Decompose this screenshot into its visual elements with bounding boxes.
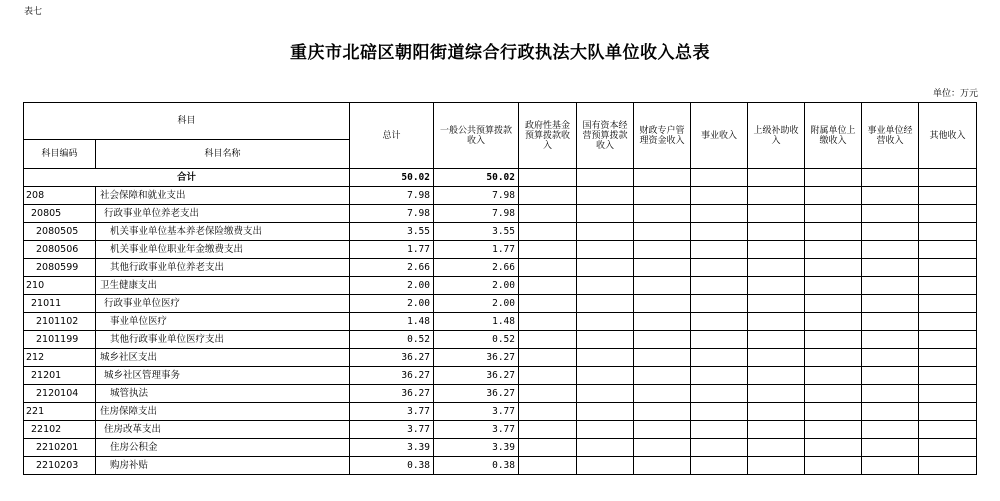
empty-cell bbox=[919, 421, 977, 439]
empty-cell bbox=[862, 277, 919, 295]
total-amount: 0.52 bbox=[350, 331, 434, 349]
empty-cell bbox=[805, 295, 862, 313]
empty-cell bbox=[748, 367, 805, 385]
empty-cell bbox=[805, 349, 862, 367]
empty-cell bbox=[634, 259, 691, 277]
header-business-income: 事业收入 bbox=[691, 103, 748, 169]
empty-cell bbox=[862, 205, 919, 223]
empty-cell bbox=[634, 187, 691, 205]
empty-cell bbox=[519, 367, 577, 385]
empty-cell bbox=[634, 367, 691, 385]
header-total: 总计 bbox=[350, 103, 434, 169]
empty-cell bbox=[519, 403, 577, 421]
empty-cell bbox=[919, 457, 977, 475]
subject-code: 2080599 bbox=[24, 259, 96, 277]
empty-cell bbox=[919, 205, 977, 223]
empty-cell bbox=[691, 205, 748, 223]
empty-cell bbox=[519, 241, 577, 259]
header-fiscal-special: 财政专户管理资金收入 bbox=[634, 103, 691, 169]
empty-cell bbox=[519, 259, 577, 277]
empty-cell bbox=[691, 277, 748, 295]
empty-cell bbox=[577, 259, 634, 277]
empty-cell bbox=[519, 331, 577, 349]
empty-cell bbox=[691, 241, 748, 259]
general-budget-amount: 2.00 bbox=[434, 277, 519, 295]
empty-cell bbox=[748, 385, 805, 403]
empty-cell bbox=[919, 313, 977, 331]
table-row bbox=[24, 331, 977, 349]
subject-code: 2080506 bbox=[24, 241, 96, 259]
empty-cell bbox=[519, 277, 577, 295]
empty-cell bbox=[805, 457, 862, 475]
general-budget-amount: 2.66 bbox=[434, 259, 519, 277]
empty-cell bbox=[748, 205, 805, 223]
general-budget-amount: 1.48 bbox=[434, 313, 519, 331]
table-row bbox=[24, 241, 977, 259]
empty-cell bbox=[691, 439, 748, 457]
empty-cell bbox=[577, 385, 634, 403]
subject-name: 其他行政事业单位养老支出 bbox=[96, 259, 350, 277]
empty-cell bbox=[519, 457, 577, 475]
empty-cell bbox=[634, 223, 691, 241]
empty-cell bbox=[919, 259, 977, 277]
empty-cell bbox=[634, 205, 691, 223]
general-budget-amount: 36.27 bbox=[434, 385, 519, 403]
empty-cell bbox=[862, 187, 919, 205]
empty-cell bbox=[691, 457, 748, 475]
empty-cell bbox=[691, 259, 748, 277]
empty-cell bbox=[748, 349, 805, 367]
empty-cell bbox=[691, 223, 748, 241]
empty-cell bbox=[634, 439, 691, 457]
empty-cell bbox=[748, 439, 805, 457]
empty-cell bbox=[862, 313, 919, 331]
empty-cell bbox=[748, 277, 805, 295]
total-general-budget: 50.02 bbox=[434, 169, 519, 187]
table-row bbox=[24, 313, 977, 331]
general-budget-amount: 3.39 bbox=[434, 439, 519, 457]
empty-cell bbox=[519, 187, 577, 205]
subject-code: 2210203 bbox=[24, 457, 96, 475]
empty-cell bbox=[577, 313, 634, 331]
empty-cell bbox=[577, 331, 634, 349]
subject-name: 住房改革支出 bbox=[96, 421, 350, 439]
empty-cell bbox=[748, 259, 805, 277]
subject-name: 社会保障和就业支出 bbox=[96, 187, 350, 205]
total-amount: 1.48 bbox=[350, 313, 434, 331]
subject-code: 22102 bbox=[24, 421, 96, 439]
table-row bbox=[24, 259, 977, 277]
empty-cell bbox=[862, 223, 919, 241]
empty-cell bbox=[862, 295, 919, 313]
empty-cell bbox=[862, 367, 919, 385]
total-amount: 3.39 bbox=[350, 439, 434, 457]
empty-cell bbox=[805, 385, 862, 403]
subject-code: 2080505 bbox=[24, 223, 96, 241]
empty-cell bbox=[634, 277, 691, 295]
empty-cell bbox=[748, 241, 805, 259]
empty-cell bbox=[634, 295, 691, 313]
general-budget-amount: 3.77 bbox=[434, 421, 519, 439]
empty-cell bbox=[862, 403, 919, 421]
total-amount: 36.27 bbox=[350, 367, 434, 385]
empty-cell bbox=[862, 349, 919, 367]
empty-cell bbox=[577, 439, 634, 457]
empty-cell bbox=[805, 439, 862, 457]
empty-cell bbox=[577, 295, 634, 313]
header-subject: 科目 bbox=[24, 103, 350, 140]
empty-cell bbox=[862, 331, 919, 349]
empty-cell bbox=[577, 241, 634, 259]
subject-name: 事业单位医疗 bbox=[96, 313, 350, 331]
document-label: 表七 bbox=[24, 7, 43, 17]
empty-cell bbox=[748, 223, 805, 241]
table-row bbox=[24, 187, 977, 205]
empty-cell bbox=[748, 187, 805, 205]
total-amount: 50.02 bbox=[350, 169, 434, 187]
empty-cell bbox=[919, 223, 977, 241]
empty-cell bbox=[691, 421, 748, 439]
total-amount: 7.98 bbox=[350, 187, 434, 205]
header-code: 科目编码 bbox=[24, 140, 96, 169]
subject-code: 208 bbox=[24, 187, 96, 205]
subject-name: 机关事业单位基本养老保险缴费支出 bbox=[96, 223, 350, 241]
header-other-income: 其他收入 bbox=[919, 103, 977, 169]
empty-cell bbox=[577, 205, 634, 223]
total-amount: 36.27 bbox=[350, 385, 434, 403]
table-row bbox=[24, 457, 977, 475]
empty-cell bbox=[691, 385, 748, 403]
empty-cell bbox=[862, 241, 919, 259]
subject-code: 2210201 bbox=[24, 439, 96, 457]
header-affiliated-turnover: 附属单位上缴收入 bbox=[805, 103, 862, 169]
empty-cell bbox=[805, 277, 862, 295]
total-amount: 2.00 bbox=[350, 295, 434, 313]
general-budget-amount: 1.77 bbox=[434, 241, 519, 259]
empty-cell bbox=[634, 457, 691, 475]
empty-cell bbox=[691, 187, 748, 205]
empty-cell bbox=[862, 439, 919, 457]
empty-cell bbox=[805, 187, 862, 205]
table-row bbox=[24, 277, 977, 295]
general-budget-amount: 7.98 bbox=[434, 205, 519, 223]
total-amount: 7.98 bbox=[350, 205, 434, 223]
empty-cell bbox=[919, 295, 977, 313]
table-row bbox=[24, 205, 977, 223]
empty-cell bbox=[634, 241, 691, 259]
subject-name: 卫生健康支出 bbox=[96, 277, 350, 295]
empty-cell bbox=[748, 457, 805, 475]
empty-cell bbox=[691, 313, 748, 331]
unit-label: 单位：万元 bbox=[932, 89, 978, 99]
subject-name: 住房公积金 bbox=[96, 439, 350, 457]
total-amount: 3.77 bbox=[350, 421, 434, 439]
table-row bbox=[24, 439, 977, 457]
empty-cell bbox=[805, 331, 862, 349]
subject-name: 住房保障支出 bbox=[96, 403, 350, 421]
total-amount: 3.77 bbox=[350, 403, 434, 421]
subject-name: 行政事业单位养老支出 bbox=[96, 205, 350, 223]
empty-cell bbox=[805, 241, 862, 259]
empty-cell bbox=[519, 295, 577, 313]
empty-cell bbox=[805, 223, 862, 241]
page-title: 重庆市北碚区朝阳街道综合行政执法大队单位收入总表 bbox=[290, 43, 710, 63]
general-budget-amount: 3.77 bbox=[434, 403, 519, 421]
header-gov-fund: 政府性基金预算拨款收入 bbox=[519, 103, 577, 169]
header-superior-subsidy: 上级补助收入 bbox=[748, 103, 805, 169]
total-amount: 3.55 bbox=[350, 223, 434, 241]
empty-cell bbox=[748, 313, 805, 331]
empty-cell bbox=[691, 295, 748, 313]
empty-cell bbox=[805, 403, 862, 421]
subject-name: 购房补贴 bbox=[96, 457, 350, 475]
total-amount: 2.66 bbox=[350, 259, 434, 277]
general-budget-amount: 7.98 bbox=[434, 187, 519, 205]
empty-cell bbox=[862, 259, 919, 277]
total-row bbox=[24, 169, 977, 187]
subject-name: 其他行政事业单位医疗支出 bbox=[96, 331, 350, 349]
header-general-budget: 一般公共预算拨款收入 bbox=[434, 103, 519, 169]
subject-name: 城管执法 bbox=[96, 385, 350, 403]
general-budget-amount: 36.27 bbox=[434, 349, 519, 367]
empty-cell bbox=[634, 331, 691, 349]
empty-cell bbox=[805, 367, 862, 385]
empty-cell bbox=[577, 367, 634, 385]
empty-cell bbox=[919, 349, 977, 367]
table-row bbox=[24, 421, 977, 439]
empty-cell bbox=[805, 313, 862, 331]
subject-code: 2101102 bbox=[24, 313, 96, 331]
empty-cell bbox=[634, 421, 691, 439]
empty-cell bbox=[577, 457, 634, 475]
empty-cell bbox=[519, 313, 577, 331]
empty-cell bbox=[919, 331, 977, 349]
table-row bbox=[24, 349, 977, 367]
empty-cell bbox=[691, 349, 748, 367]
total-amount: 2.00 bbox=[350, 277, 434, 295]
empty-cell bbox=[577, 277, 634, 295]
empty-cell bbox=[519, 421, 577, 439]
subject-name: 城乡社区支出 bbox=[96, 349, 350, 367]
empty-cell bbox=[748, 421, 805, 439]
empty-cell bbox=[634, 349, 691, 367]
empty-cell bbox=[519, 205, 577, 223]
empty-cell bbox=[691, 403, 748, 421]
empty-cell bbox=[519, 223, 577, 241]
subject-name: 机关事业单位职业年金缴费支出 bbox=[96, 241, 350, 259]
empty-cell bbox=[634, 385, 691, 403]
empty-cell bbox=[748, 403, 805, 421]
total-amount: 0.38 bbox=[350, 457, 434, 475]
header-name: 科目名称 bbox=[96, 140, 350, 169]
general-budget-amount: 36.27 bbox=[434, 367, 519, 385]
total-label: 合计 bbox=[24, 169, 350, 187]
subject-code: 2101199 bbox=[24, 331, 96, 349]
empty-cell bbox=[919, 403, 977, 421]
empty-cell bbox=[577, 187, 634, 205]
empty-cell bbox=[519, 349, 577, 367]
empty-cell bbox=[577, 421, 634, 439]
table-row bbox=[24, 403, 977, 421]
empty-cell bbox=[748, 331, 805, 349]
table-row bbox=[24, 385, 977, 403]
empty-cell bbox=[805, 259, 862, 277]
general-budget-amount: 2.00 bbox=[434, 295, 519, 313]
empty-cell bbox=[862, 385, 919, 403]
general-budget-amount: 0.52 bbox=[434, 331, 519, 349]
income-summary-table bbox=[23, 102, 977, 475]
empty-cell bbox=[577, 349, 634, 367]
general-budget-amount: 0.38 bbox=[434, 457, 519, 475]
subject-code: 21011 bbox=[24, 295, 96, 313]
empty-cell bbox=[748, 295, 805, 313]
subject-name: 城乡社区管理事务 bbox=[96, 367, 350, 385]
empty-cell bbox=[634, 313, 691, 331]
empty-cell bbox=[691, 331, 748, 349]
subject-code: 221 bbox=[24, 403, 96, 421]
empty-cell bbox=[862, 421, 919, 439]
total-amount: 1.77 bbox=[350, 241, 434, 259]
empty-cell bbox=[577, 403, 634, 421]
empty-cell bbox=[919, 367, 977, 385]
subject-code: 20805 bbox=[24, 205, 96, 223]
subject-code: 212 bbox=[24, 349, 96, 367]
empty-cell bbox=[634, 403, 691, 421]
table-row bbox=[24, 367, 977, 385]
empty-cell bbox=[919, 439, 977, 457]
empty-cell bbox=[919, 277, 977, 295]
empty-cell bbox=[519, 385, 577, 403]
total-amount: 36.27 bbox=[350, 349, 434, 367]
table-row bbox=[24, 223, 977, 241]
empty-cell bbox=[691, 367, 748, 385]
subject-code: 2120104 bbox=[24, 385, 96, 403]
empty-cell bbox=[919, 385, 977, 403]
subject-code: 210 bbox=[24, 277, 96, 295]
empty-cell bbox=[919, 241, 977, 259]
empty-cell bbox=[577, 223, 634, 241]
general-budget-amount: 3.55 bbox=[434, 223, 519, 241]
table-row bbox=[24, 295, 977, 313]
subject-name: 行政事业单位医疗 bbox=[96, 295, 350, 313]
empty-cell bbox=[919, 187, 977, 205]
empty-cell bbox=[862, 457, 919, 475]
header-state-capital: 国有资本经营预算拨款收入 bbox=[577, 103, 634, 169]
subject-code: 21201 bbox=[24, 367, 96, 385]
empty-cell bbox=[519, 439, 577, 457]
empty-cell bbox=[805, 205, 862, 223]
empty-cell bbox=[805, 421, 862, 439]
header-operating-income: 事业单位经营收入 bbox=[862, 103, 919, 169]
